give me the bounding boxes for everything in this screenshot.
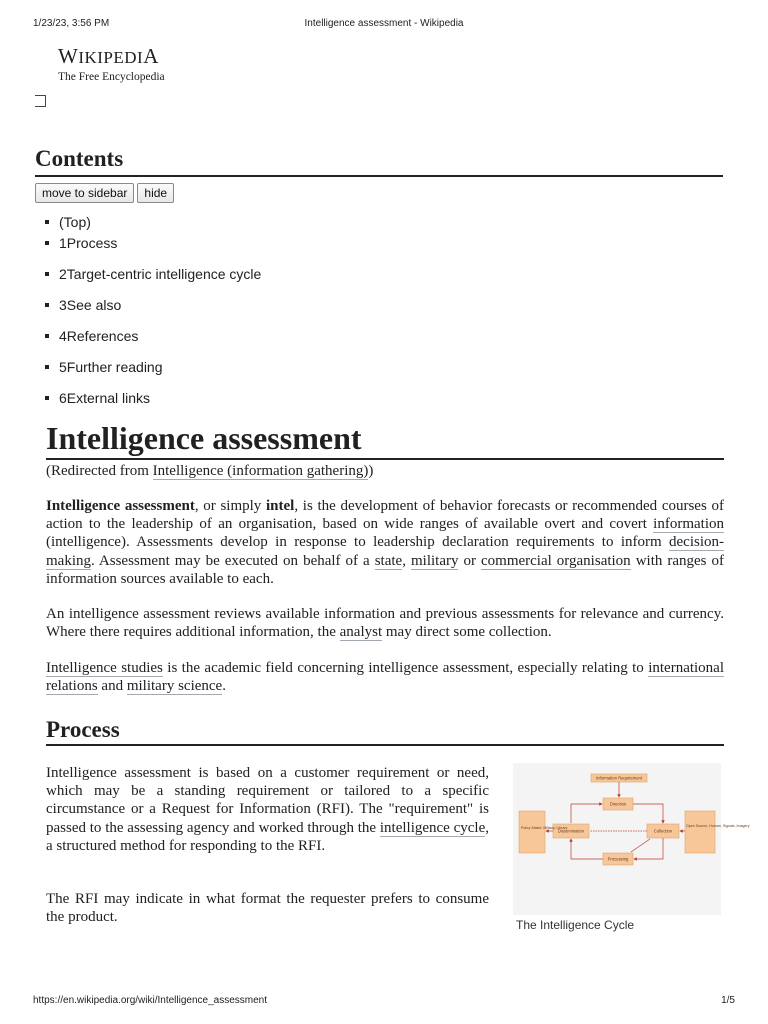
intelligence-cycle-diagram (513, 763, 750, 915)
paragraph-assessment-review: An intelligence assessment reviews available information and previous assessments for relevance and currency. Where there requires additional information, the analyst may direct some collection. (46, 606, 724, 641)
intro-paragraph: Intelligence assessment, or simply intel, is the development of behavior forecasts or recommended courses of action to the leadership of an organisation, based on wide ranges of available overt and covert information (intelligence). Assessments develop in response to leadership declaration requirements to inform decision-making. Assessment may be executed on behalf of a state, military or commercial organisation with ranges of information sources available to each. (46, 498, 725, 587)
arrow-diagonal (631, 839, 650, 852)
label-dissemination: Dissemination (557, 828, 585, 834)
label-open-source: Open Source, Human, Signals, Imagery (686, 824, 750, 828)
print-url: https://en.wikipedia.org/wiki/Intelligence_assessment (33, 995, 268, 1006)
figure-caption: The Intelligence Cycle (516, 918, 635, 932)
bullet (45, 334, 49, 338)
contents-buttons (35, 183, 177, 203)
print-page-title: Intelligence assessment - Wikipedia (304, 18, 464, 29)
wikipedia-tagline: The Free Encyclopedia (58, 71, 165, 83)
label-processing: Processing (607, 856, 629, 862)
redirect-notice: (Redirected from Intelligence (information gathering)) (46, 463, 374, 479)
wikipedia-wordmark: WIKIPEDIA (58, 44, 159, 68)
print-header (0, 18, 768, 32)
link-information[interactable]: information (653, 516, 724, 533)
link-analyst[interactable]: analyst (339, 624, 383, 641)
paragraph-process: Intelligence assessment is based on a customer requirement or need, which may be a standing requirement or tailored to a specific circumstance or a Request for Information (RFI). The "requirement" is passed to the assessing agency and worked through the intelligence cycle, a structured method for responding to the RFI. (46, 765, 490, 854)
link-decision-making[interactable]: decision-making (46, 534, 724, 569)
print-footer (0, 995, 768, 1009)
bullet (45, 365, 49, 369)
label-information-requirement: Information Requirement (595, 775, 643, 781)
article-title: Intelligence assessment (46, 418, 724, 460)
paragraph-intelligence-studies: Intelligence studies is the academic field concerning intelligence assessment, especially relating to international relations and military science. (46, 660, 725, 695)
contents-heading: Contents (35, 143, 723, 177)
move-to-sidebar-button[interactable]: move to sidebar (35, 183, 134, 203)
arrow-collection-processing (634, 838, 663, 859)
bullet (45, 303, 49, 307)
section-heading-process: Process (46, 716, 724, 746)
label-policy-maker: Policy Maker, Military, Library (521, 826, 568, 830)
toc-item-further-reading[interactable]: 5Further reading (45, 359, 163, 375)
print-page-number: 1/5 (721, 995, 735, 1006)
arrow-processing-dissemination (571, 839, 603, 859)
box-open-source (685, 811, 715, 853)
toc-item-top[interactable]: (Top) (45, 214, 91, 230)
link-commercial-organisation[interactable]: commercial organisation (481, 552, 631, 569)
hide-contents-button[interactable]: hide (137, 183, 174, 203)
toc-item-target-centric[interactable]: 2Target-centric intelligence cycle (45, 266, 261, 282)
link-state[interactable]: state (374, 552, 403, 569)
print-datetime: 1/23/23, 3:56 PM (33, 18, 110, 29)
bullet (45, 220, 49, 224)
box-policy-maker (519, 811, 545, 853)
toc-item-references[interactable]: 4References (45, 328, 138, 344)
link-intelligence-cycle[interactable]: intelligence cycle (379, 819, 486, 836)
wikipedia-logo[interactable] (58, 44, 165, 84)
link-international-relations[interactable]: international relations (46, 660, 725, 695)
bullet (45, 241, 49, 245)
paragraph-rfi-format: The RFI may indicate in what format the requester prefers to consume the product. (46, 891, 489, 926)
menu-toggle-checkbox[interactable] (35, 95, 46, 107)
link-military[interactable]: military (410, 552, 459, 569)
toc-item-process[interactable]: 1Process (45, 235, 117, 251)
label-direction: Direction (609, 801, 627, 807)
label-collection: Collection (653, 828, 673, 834)
toc-item-see-also[interactable]: 3See also (45, 297, 121, 313)
bullet (45, 396, 49, 400)
toc-item-external-links[interactable]: 6External links (45, 390, 150, 406)
intelligence-cycle-figure[interactable] (513, 763, 750, 915)
redirect-link[interactable]: Intelligence (information gathering) (152, 463, 369, 479)
arrow-direction-collection (633, 804, 663, 823)
link-intelligence-studies[interactable]: Intelligence studies (46, 660, 163, 676)
bullet (45, 272, 49, 276)
arrow-dissemination-direction (571, 804, 602, 823)
link-military-science[interactable]: military science (126, 678, 223, 695)
